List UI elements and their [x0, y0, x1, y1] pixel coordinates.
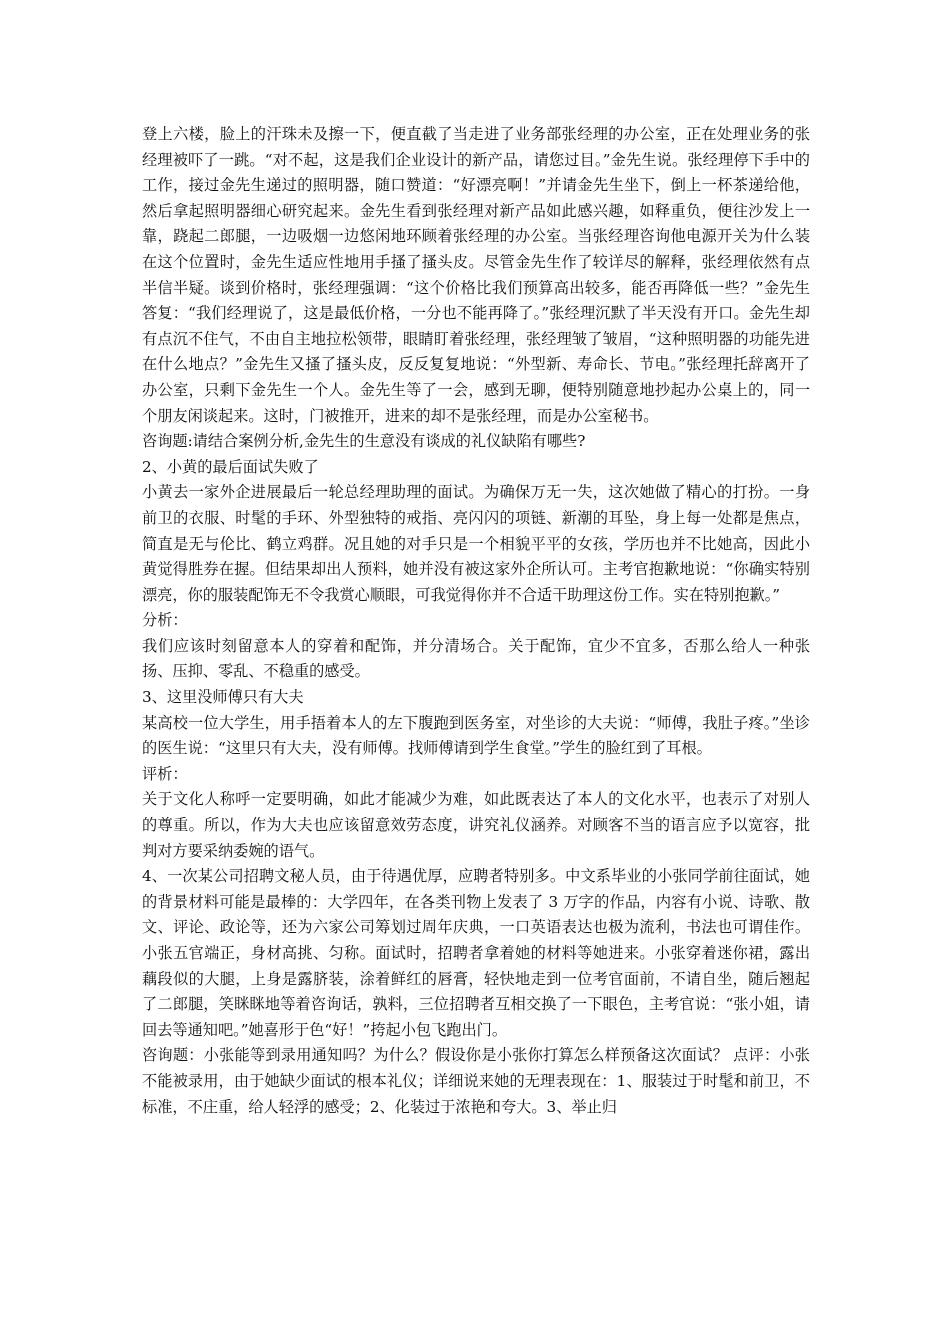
paragraph-case-4-question: 咨询题：小张能等到录用通知吗？为什么？假设你是小张你打算怎么样预备这次面试？ 点评：小张不能被录用，由于她缺少面试的根本礼仪；详细说来她的无理表现在：1、服装过于时髦和前卫，不标准，不庄重，给人轻浮的感受；2、化装过于浓艳和夸大。3、举止归	[142, 1046, 810, 1116]
paragraph-case-3-story: 某高校一位大学生，用手捂着本人的左下腹跑到医务室，对坐诊的大夫说：“师傅，我肚子疼。”坐诊的医生说：“这里只有大夫，没有师傅。找师傅请到学生食堂。”学生的脸红到了耳根。	[142, 713, 810, 758]
paragraph-case-2-analysis: 我们应该时刻留意本人的穿着和配饰，并分清场合。关于配饰，宜少不宜多，否那么给人一种张扬、压抑、零乱、不稳重的感受。	[142, 636, 810, 681]
heading-case-3: 3、这里没师傅只有大夫	[142, 688, 304, 707]
paragraph-case-4-story: 4、一次某公司招聘文秘人员，由于待遇优厚，应聘者特别多。中文系毕业的小张同学前往面试，她的背景材料可能是最棒的：大学四年，在各类刊物上发表了 3 万字的作品，内容有小说、诗歌、散文、评论、政论等，还为六家公司筹划过周年庆典，一口英语表达也极为流利，书法也可谓佳作。小张五官端正，身材高挑、匀称。面试时，招聘者拿着她的材料等她进来。小张穿着迷你裙，露出藕段似的大腿，上身是露脐装，涂着鲜红的唇膏，轻快地走到一位考官面前，不请自坐，随后翘起了二郎腿，笑眯眯地等着咨询话，孰料，三位招聘者互相交换了一下眼色，主考官说：“张小姐，请回去等通知吧。”她喜形于色“好！”挎起小包飞跑出门。	[142, 867, 810, 1039]
label-commentary: 评析：	[142, 764, 188, 783]
document-body	[142, 122, 810, 1120]
paragraph-story-continued: 登上六楼，脸上的汗珠未及擦一下，便直截了当走进了业务部张经理的办公室，正在处理业务的张经理被吓了一跳。“对不起，这是我们企业设计的新产品，请您过目。”金先生说。张经理停下手中的工作，接过金先生递过的照明器，随口赞道：“好漂亮啊！”并请金先生坐下，倒上一杯茶递给他，然后拿起照明器细心研究起来。金先生看到张经理对新产品如此感兴趣，如释重负，便往沙发上一靠，跷起二郎腿，一边吸烟一边悠闲地环顾着张经理的办公室。当张经理咨询他电源开关为什么装在这个位置时，金先生适应性地用手搔了搔头皮。尽管金先生作了较详尽的解释，张经理依然有点半信半疑。谈到价格时，张经理强调：“这个价格比我们预算高出较多，能否再降低一些？”金先生答复：“我们经理说了，这是最低价格，一分也不能再降了。”张经理沉默了半天没有开口。金先生却有点沉不住气，不由自主地拉松领带，眼睛盯着张经理，张经理皱了皱眉，“这种照明器的功能先进在什么地点？”金先生又搔了搔头皮，反反复复地说：“外型新、寿命长、节电。”张经理托辞离开了办公室，只剩下金先生一个人。金先生等了一会，感到无聊，便特别随意地抄起办公桌上的，同一个朋友闲谈起来。这时，门被推开，进来的却不是张经理，而是办公室秘书。	[142, 125, 810, 425]
paragraph-question-1: 咨询题:请结合案例分析,金先生的生意没有谈成的礼仪缺陷有哪些?	[142, 432, 586, 451]
paragraph-case-2-story: 小黄去一家外企进展最后一轮总经理助理的面试。为确保万无一失，这次她做了精心的打扮。一身前卫的衣服、时髦的手环、外型独特的戒指、亮闪闪的项链、新潮的耳坠，身上每一处都是焦点，简直是无与伦比、鹤立鸡群。况且她的对手只是一个相貌平平的女孩，学历也并不比她高，因此小黄觉得胜券在握。但结果却出人预料，她并没有被这家外企所认可。主考官抱歉地说：“你确实特别漂亮，你的服装配饰无不令我赏心顺眼，可我觉得你并不合适干助理这份工作。实在特别抱歉。”	[142, 483, 810, 604]
paragraph-case-3-commentary: 关于文化人称呼一定要明确，如此才能减少为难，如此既表达了本人的文化水平，也表示了对别人的尊重。所以，作为大夫也应该留意效劳态度，讲究礼仪涵养。对顾客不当的语言应予以宽容，批判对方要采纳委婉的语气。	[142, 790, 810, 860]
heading-case-2: 2、小黄的最后面试失败了	[142, 457, 319, 476]
label-analysis: 分析：	[142, 611, 188, 630]
